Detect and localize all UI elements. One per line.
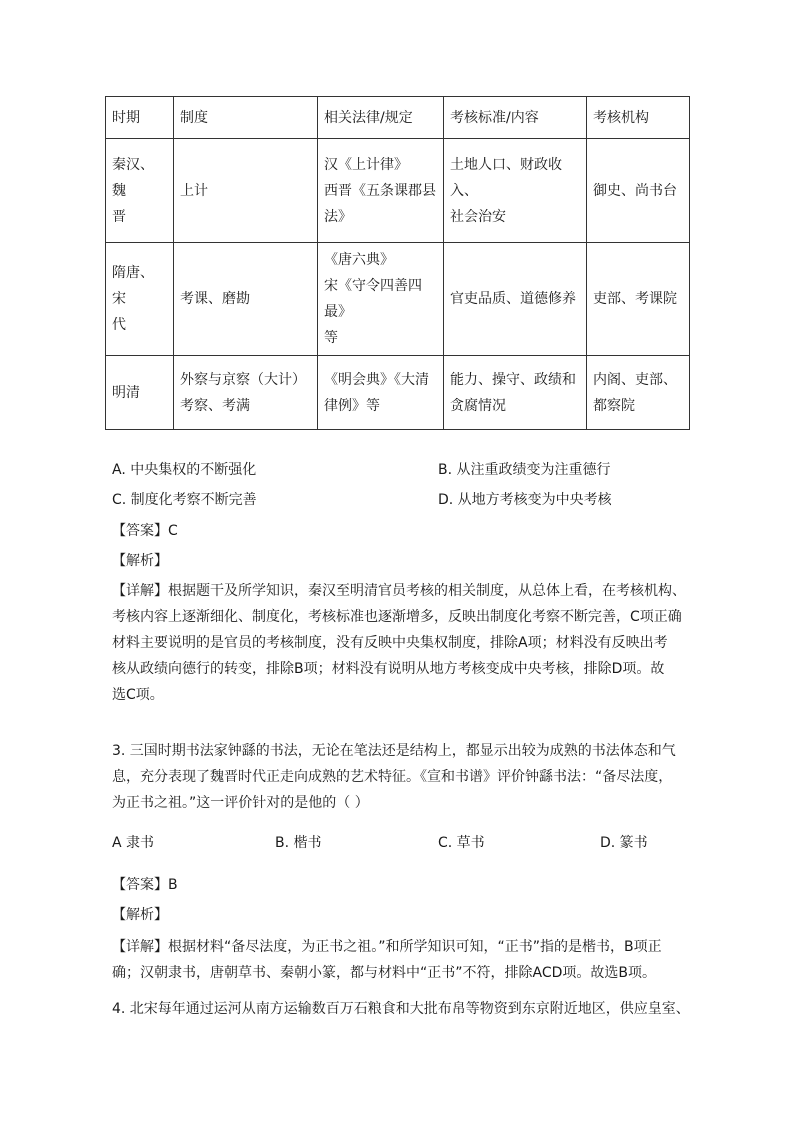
law-cell (318, 243, 444, 356)
cell-line: 官吏品质、道德修养 (450, 291, 576, 307)
history-table (105, 96, 690, 430)
option-c: C. 制度化考察不断完善 (112, 492, 257, 508)
cell-line: 宋《守令四善四最》 (324, 278, 422, 320)
organ-cell (587, 139, 690, 243)
text-line: 【详解】根据题干及所学知识，秦汉至明清官员考核的相关制度，从总体上看，在考核机构、 (112, 583, 686, 599)
cell-line: 能力、操守、政绩和 (450, 371, 576, 388)
cell-line: 秦汉、魏 (112, 156, 154, 199)
option-a: A 隶书 (112, 835, 155, 851)
law-cell (318, 139, 444, 243)
cell-line: 上计 (180, 182, 208, 199)
cell-line: 西晋《五条课郡县 (324, 182, 436, 199)
header-cell: 考核标准/内容 (444, 97, 587, 139)
cell-line: 社会治安 (450, 208, 506, 225)
cell-line: 考察、考满 (180, 397, 250, 414)
text-line: 核从政绩向德行的转变，排除B项；材料没有说明从地方考核变成中央考核，排除D项。故 (112, 661, 665, 677)
header-cell: 相关法律/规定 (318, 97, 444, 139)
standard-cell (444, 243, 587, 356)
cell-line: 《明会典》《大清 (324, 371, 429, 388)
cell-line: 贪腐情况 (450, 397, 506, 414)
cell-line: 晋 (112, 208, 126, 225)
cell-line: 《唐六典》 (324, 252, 394, 268)
table-row (106, 139, 690, 243)
cell-line: 法》 (324, 208, 352, 225)
option-c: C. 草书 (438, 835, 485, 851)
cell-line: 明清 (112, 384, 140, 401)
cell-line: 隋唐、宋 (112, 265, 154, 307)
cell-line: 土地人口、财政收入、 (450, 156, 562, 199)
law-cell (318, 356, 444, 430)
system-cell (174, 243, 318, 356)
text-line: 材料主要说明的是官员的考核制度，没有反映中央集权制度，排除A项；材料没有反映出考 (112, 635, 668, 651)
system-cell (174, 139, 318, 243)
explanation-paragraph (112, 934, 690, 986)
system-cell (174, 356, 318, 430)
text-line: 为正书之祖。”这一评价针对的是他的（ ） (112, 795, 369, 811)
question-stem (112, 738, 690, 816)
text-line: 息，充分表现了魏晋时代正走向成熟的艺术特征。《宣和书谱》评价钟繇书法：“备尽法度， (112, 769, 673, 785)
table-row (106, 356, 690, 430)
organ-cell (587, 356, 690, 430)
option-a: A. 中央集权的不断强化 (112, 462, 257, 478)
standard-cell (444, 356, 587, 430)
option-b: B. 楷书 (275, 835, 322, 851)
text-line: 选C项。 (112, 687, 164, 703)
header-cell: 时期 (106, 97, 174, 139)
header-cell: 考核机构 (587, 97, 690, 139)
cell-line: 等 (324, 330, 338, 346)
table-header-row (106, 97, 690, 139)
option-d: D. 从地方考核变为中央考核 (438, 492, 612, 508)
cell-line: 律例》等 (324, 397, 380, 414)
analysis-label: 【解析】 (112, 553, 168, 569)
cell-line: 考课、磨勘 (180, 291, 250, 307)
cell-line: 外察与京察（大计） (180, 371, 306, 388)
organ-cell (587, 243, 690, 356)
answer-label: 【答案】C (112, 523, 178, 539)
text-line: 考核内容上逐渐细化、制度化，考核标准也逐渐增多，反映出制度化考察不断完善，C项正确 (112, 609, 682, 625)
standard-cell (444, 139, 587, 243)
table-row (106, 243, 690, 356)
explanation-paragraph (112, 578, 690, 708)
question-stem (112, 996, 690, 1022)
text-line: 确；汉朝隶书，唐朝草书、秦朝小篆，都与材料中“正书”不符，排除ACD项。故选B项。 (112, 965, 656, 981)
text-line: 3. 三国时期书法家钟繇的书法，无论在笔法还是结构上，都显示出较为成熟的书法体态和气 (112, 743, 676, 759)
analysis-label: 【解析】 (112, 907, 168, 923)
cell-line: 代 (112, 317, 126, 333)
period-cell (106, 356, 174, 430)
text-line: 4. 北宋每年通过运河从南方运输数百万石粮食和大批布帛等物资到东京附近地区，供应皇室、 (112, 1001, 690, 1017)
cell-line: 御史、尚书台 (593, 182, 677, 199)
cell-line: 汉《上计律》 (324, 156, 408, 173)
period-cell (106, 139, 174, 243)
period-cell (106, 243, 174, 356)
cell-line: 内阁、吏部、 (593, 371, 677, 388)
option-d: D. 篆书 (600, 835, 648, 851)
text-line: 【详解】根据材料“备尽法度，为正书之祖。”和所学知识可知，“正书”指的是楷书，B项正 (112, 939, 662, 955)
answer-label: 【答案】B (112, 877, 178, 893)
option-b: B. 从注重政绩变为注重德行 (438, 462, 611, 478)
cell-line: 都察院 (593, 397, 635, 414)
cell-line: 吏部、考课院 (593, 291, 677, 307)
header-cell: 制度 (174, 97, 318, 139)
